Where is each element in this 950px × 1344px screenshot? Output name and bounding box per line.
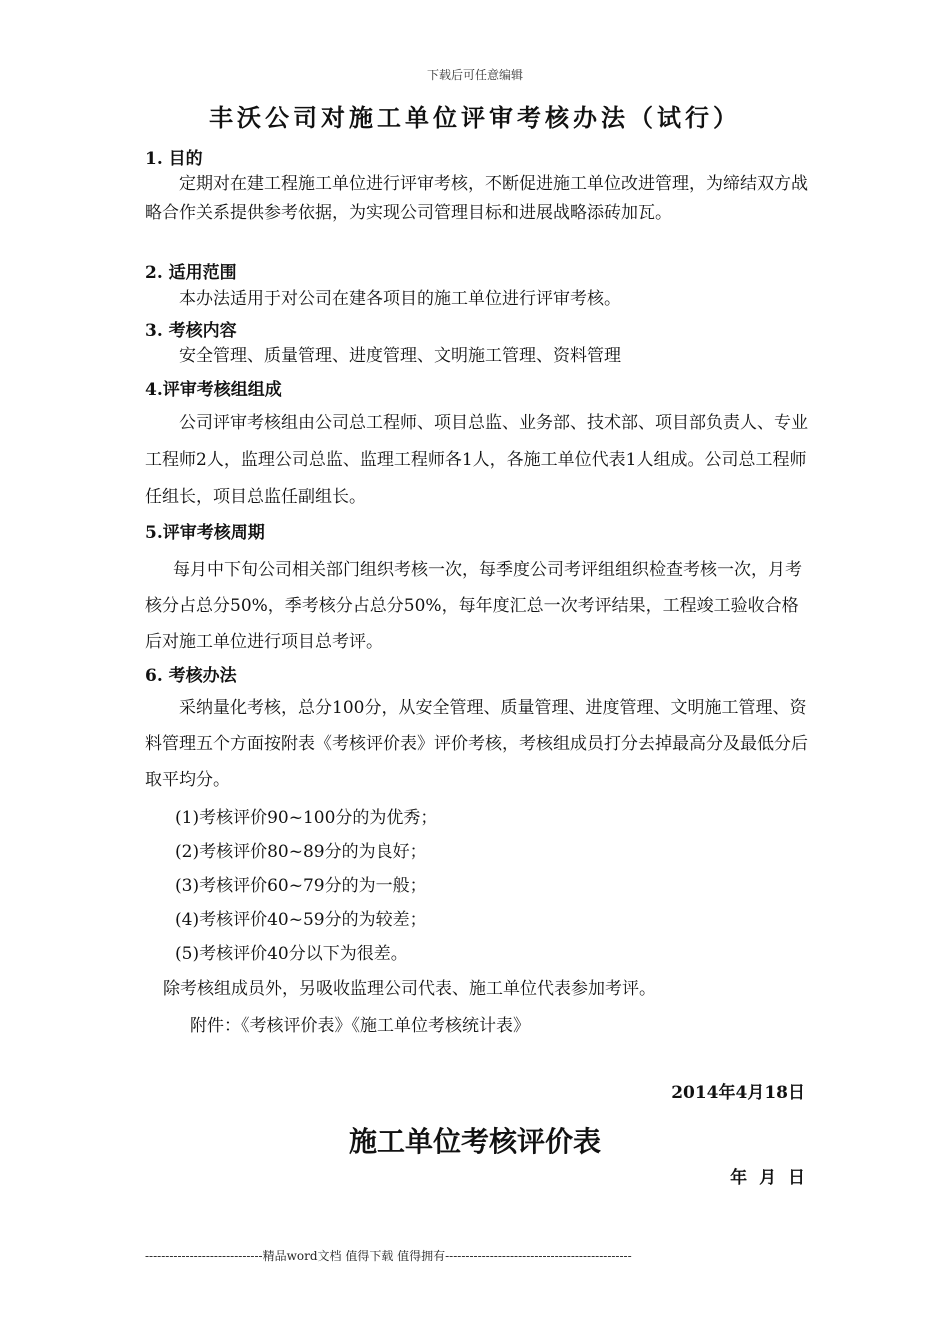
paragraph: 采纳量化考核，总分100分，从安全管理、质量管理、进度管理、文明施工管理、资料管理五个方面按附表《考核评价表》评价考核，考核组成员打分去掉最高分及最低分后取平均分。: [145, 698, 808, 790]
paragraph: 安全管理、质量管理、进度管理、文明施工管理、资料管理: [179, 346, 621, 366]
section-text-team: [145, 405, 810, 516]
grade-item: (4)考核评价40~59分的为较差；: [175, 910, 427, 930]
paragraph: 本办法适用于对公司在建各项目的施工单位进行评审考核。: [179, 289, 621, 309]
attachment-note: 附件：《考核评价表》《施工单位考核统计表》: [190, 1016, 530, 1036]
section-heading-method: 6. 考核办法: [145, 666, 237, 686]
section-heading-team: 4.评审考核组组成: [145, 380, 282, 400]
paragraph: 每月中下旬公司相关部门组织考核一次，每季度公司考评组组织检查考核一次，月考核分占总分50%，季考核分占总分50%，每年度汇总一次考评结果，工程竣工验收合格后对施工单位进行项目总考评。: [145, 560, 802, 652]
section-text-cycle: [145, 552, 810, 660]
document-title: 丰沃公司对施工单位评审考核办法（试行）: [209, 103, 741, 132]
section-heading-cycle: 5.评审考核周期: [145, 523, 265, 543]
grade-item: (2)考核评价80~89分的为良好；: [175, 842, 427, 862]
paragraph: 定期对在建工程施工单位进行评审考核，不断促进施工单位改进管理，为缔结双方战略合作关系提供参考依据，为实现公司管理目标和进展战略添砖加瓦。: [145, 174, 808, 223]
extra-note: 除考核组成员外，另吸收监理公司代表、施工单位代表参加考评。: [163, 979, 656, 999]
paragraph: 公司评审考核组由公司总工程师、项目总监、业务部、技术部、项目部负责人、专业工程师2人，监理公司总监、监理工程师各1人，各施工单位代表1人组成。公司总工程师任组长，项目总监任副组长。: [145, 413, 808, 507]
section-heading-purpose: 1. 目的: [145, 149, 203, 169]
evaluation-table-title: 施工单位考核评价表: [348, 1125, 601, 1158]
evaluation-table-date: 年 月 日: [730, 1168, 805, 1188]
section-text-scope: [145, 286, 810, 312]
footer-note: -----------------------------精品word文档 值得下载 值得拥有----------------------------------------------: [145, 1249, 632, 1263]
section-heading-content: 3. 考核内容: [145, 321, 237, 341]
section-text-purpose: [145, 170, 810, 228]
document-date: 2014年4月18日: [671, 1083, 805, 1103]
section-heading-scope: 2. 适用范围: [145, 263, 237, 283]
section-text-content: [145, 343, 810, 369]
grade-item: (5)考核评价40分以下为很差。: [175, 944, 408, 964]
grade-item: (1)考核评价90~100分的为优秀；: [175, 808, 438, 828]
grade-item: (3)考核评价60~79分的为一般；: [175, 876, 427, 896]
header-note: 下载后可任意编辑: [426, 68, 523, 82]
section-text-method: [145, 690, 810, 798]
